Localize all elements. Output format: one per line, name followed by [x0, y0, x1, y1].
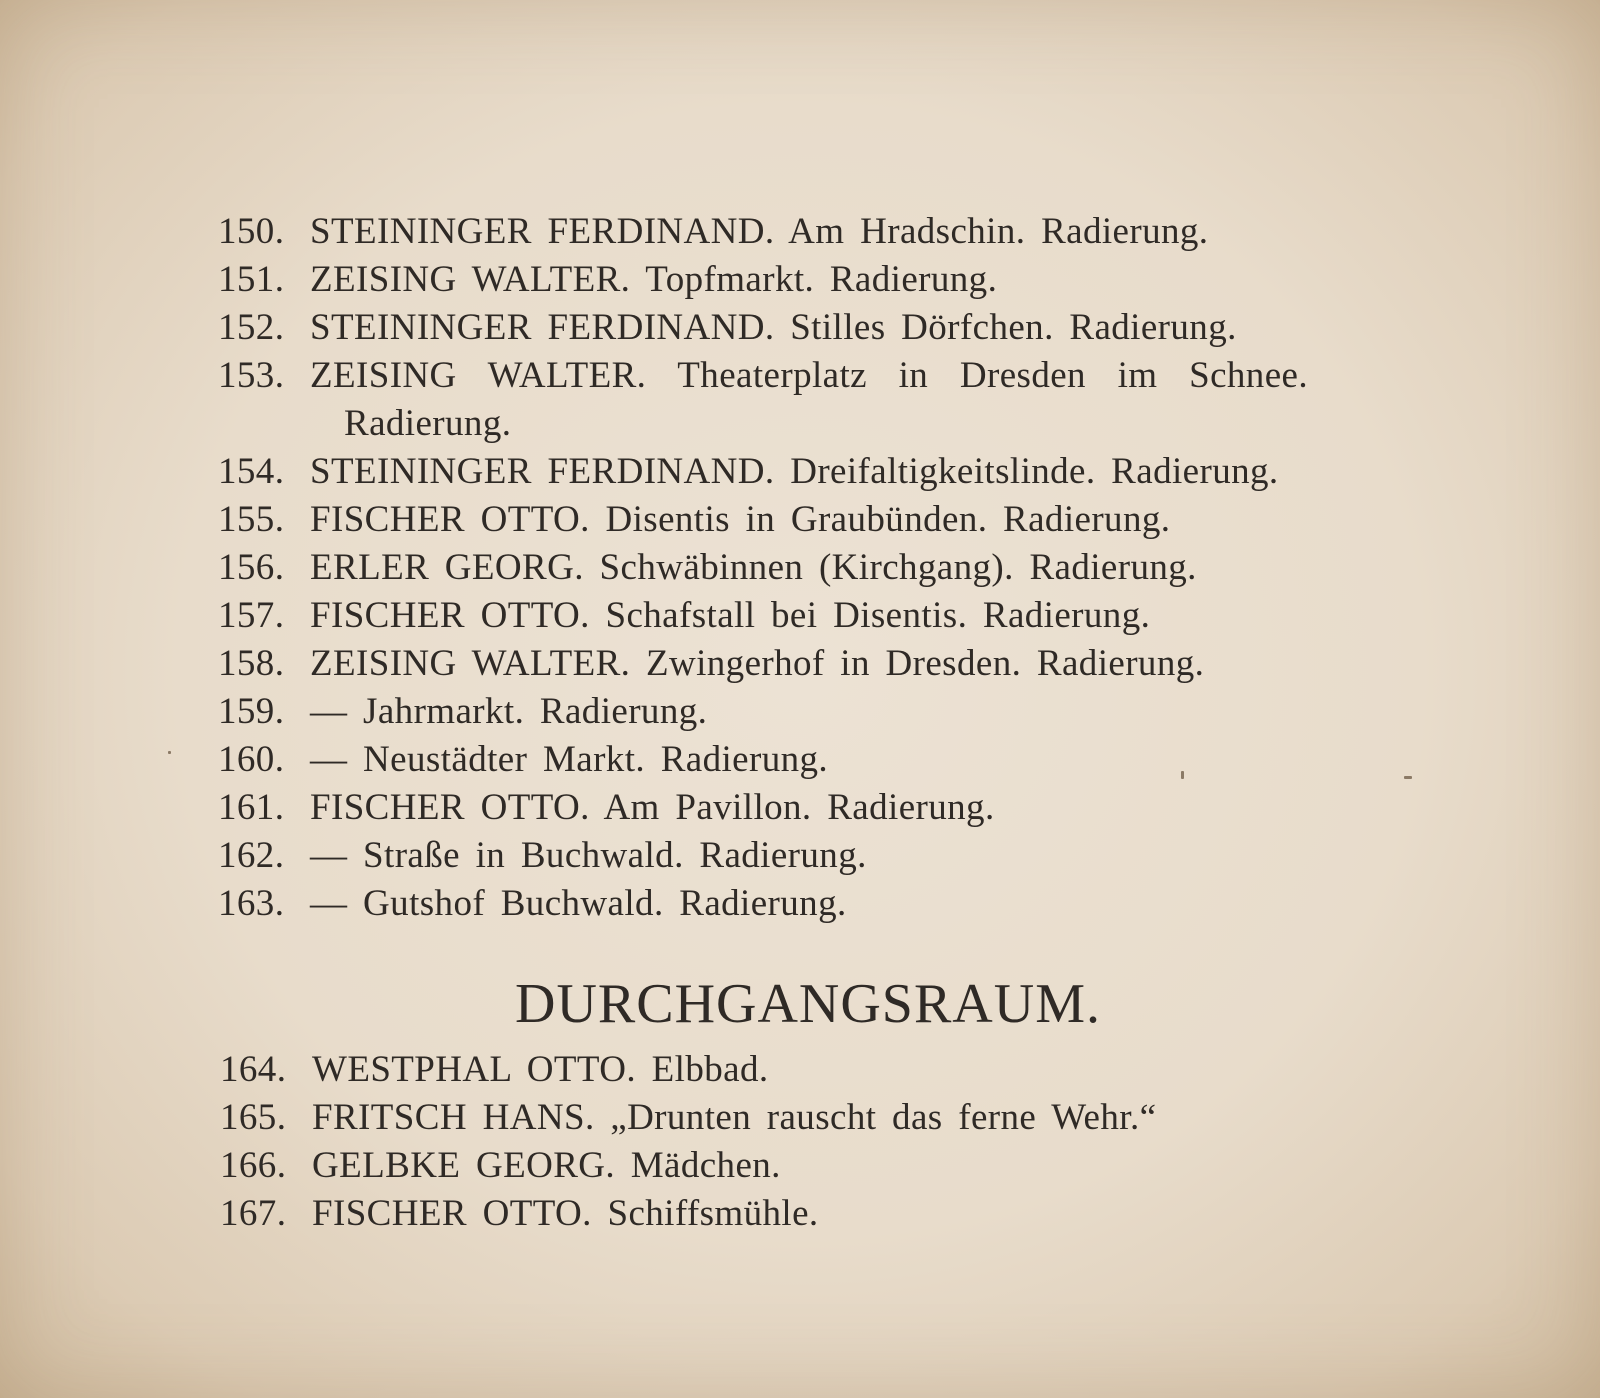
entry-text: FRITSCH HANS. „Drunten rauscht das ferne Wehr.“: [312, 1097, 1157, 1138]
catalog-entry-159: [218, 688, 1418, 736]
section-entries: [218, 1046, 1418, 1238]
entry-number: 163.: [218, 883, 285, 924]
section-heading: DURCHGANGSRAUM.: [515, 973, 1101, 1035]
catalog-entry-155: [218, 496, 1418, 544]
catalog-entry-151: [218, 256, 1418, 304]
entry-number: 153.: [218, 355, 285, 396]
entry-text: STEININGER FERDINAND. Am Hradschin. Radierung.: [310, 211, 1209, 252]
catalog-entry-166: [218, 1142, 1418, 1190]
entry-number: 159.: [218, 691, 285, 732]
entry-text: — Gutshof Buchwald. Radierung.: [310, 883, 847, 924]
entry-number: 166.: [220, 1145, 287, 1186]
entry-number: 150.: [218, 211, 285, 252]
catalog-entry-150: [218, 208, 1418, 256]
entry-number: 161.: [218, 787, 285, 828]
catalog-entry-165: [218, 1094, 1418, 1142]
entry-number: 156.: [218, 547, 285, 588]
entry-text: FISCHER OTTO. Schiffsmühle.: [312, 1193, 819, 1234]
entry-number: 152.: [218, 307, 285, 348]
entry-number: 165.: [220, 1097, 287, 1138]
catalog-entry-162: [218, 832, 1418, 880]
catalog-entry-158: [218, 640, 1418, 688]
catalog-entry-156: [218, 544, 1418, 592]
entry-number: 154.: [218, 451, 285, 492]
paper-speck: [168, 751, 171, 754]
catalog-entry-161: [218, 784, 1418, 832]
entry-number: 167.: [220, 1193, 287, 1234]
entry-text: FISCHER OTTO. Schafstall bei Disentis. Radierung.: [310, 595, 1151, 636]
entry-text: — Straße in Buchwald. Radierung.: [310, 835, 867, 876]
entry-text: ZEISING WALTER. Zwingerhof in Dresden. Radierung.: [310, 643, 1205, 684]
entry-number: 160.: [218, 739, 285, 780]
entry-text: — Jahrmarkt. Radierung.: [310, 691, 708, 732]
entry-text: ZEISING WALTER. Theaterplatz in Dresden im Schnee.: [310, 355, 1308, 396]
catalog-entry-154: [218, 448, 1418, 496]
entry-text: WESTPHAL OTTO. Elbbad.: [312, 1049, 769, 1090]
entry-number: 155.: [218, 499, 285, 540]
catalog-entry-167: [218, 1190, 1418, 1238]
catalog-list: [218, 208, 1418, 1238]
catalog-entry-164: [218, 1046, 1418, 1094]
entry-text: ZEISING WALTER. Topfmarkt. Radierung.: [310, 259, 998, 300]
entry-text: GELBKE GEORG. Mädchen.: [312, 1145, 781, 1186]
entry-number: 158.: [218, 643, 285, 684]
catalog-entry-153: [218, 352, 1418, 448]
entry-continuation: Radierung.: [344, 403, 512, 444]
entry-text: FISCHER OTTO. Am Pavillon. Radierung.: [310, 787, 995, 828]
entry-number: 151.: [218, 259, 285, 300]
entry-text: STEININGER FERDINAND. Dreifaltigkeitslinde. Radierung.: [310, 451, 1279, 492]
entry-text: STEININGER FERDINAND. Stilles Dörfchen. Radierung.: [310, 307, 1237, 348]
entry-number: 164.: [220, 1049, 287, 1090]
catalog-entry-163: [218, 880, 1418, 928]
entry-number: 162.: [218, 835, 285, 876]
catalog-entry-160: [218, 736, 1418, 784]
catalog-entry-157: [218, 592, 1418, 640]
entry-text: — Neustädter Markt. Radierung.: [310, 739, 829, 780]
entry-text: FISCHER OTTO. Disentis in Graubünden. Radierung.: [310, 499, 1171, 540]
entry-text: ERLER GEORG. Schwäbinnen (Kirchgang). Radierung.: [310, 547, 1197, 588]
entry-number: 157.: [218, 595, 285, 636]
catalog-entry-152: [218, 304, 1418, 352]
